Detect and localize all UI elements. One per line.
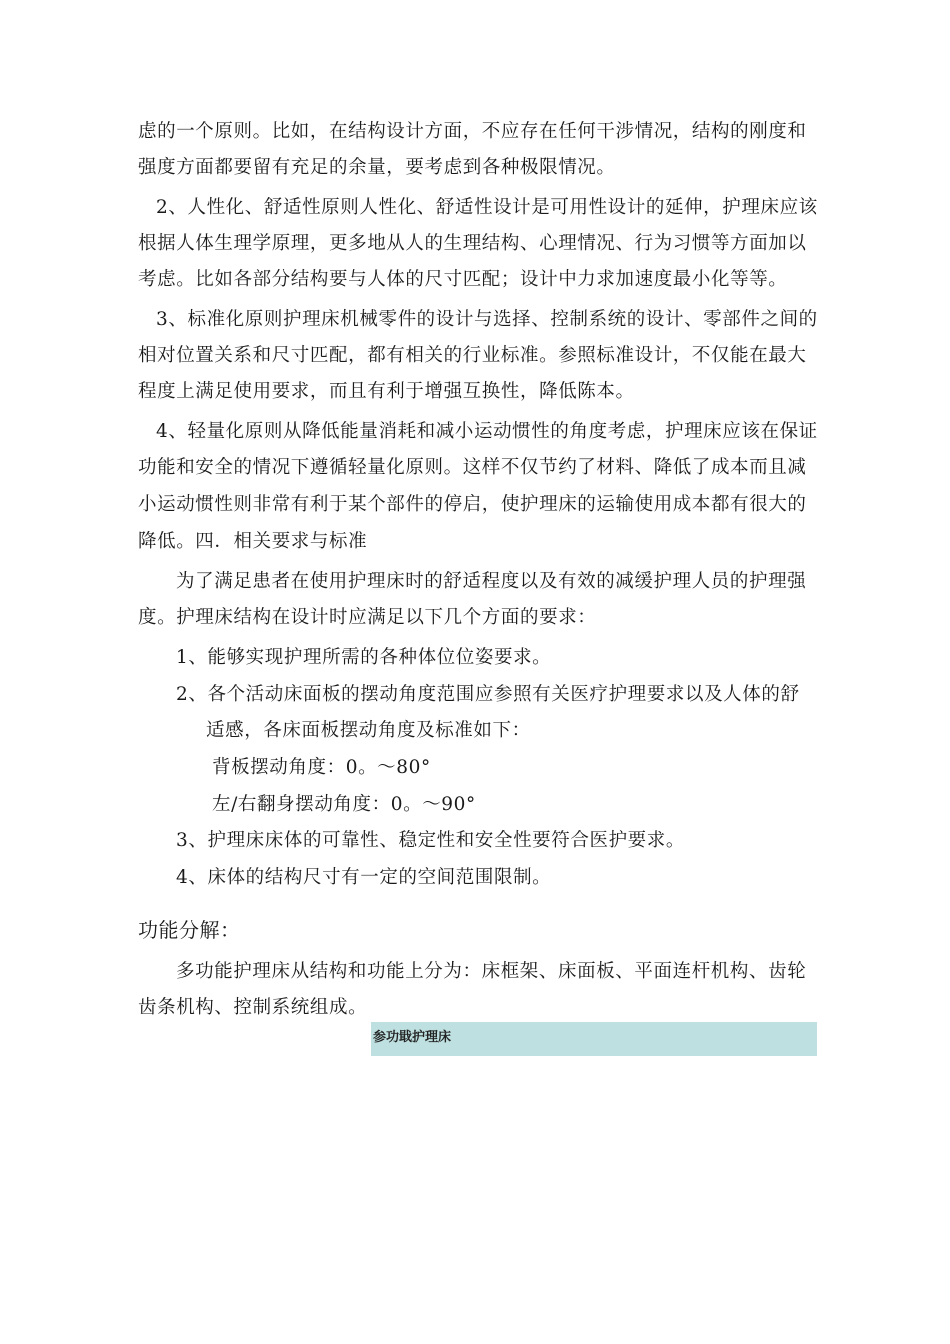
paragraph-line: 强度方面都要留有充足的余量，要考虑到各种极限情况。 [138,157,616,178]
paragraph-line: 功能和安全的情况下遵循轻量化原则。这样不仅节约了材料、降低了成本而且减 [138,457,807,478]
requirement-item: 4、床体的结构尺寸有一定的空间范围限制。 [176,867,552,888]
paragraph-line: 根据人体生理学原理，更多地从人的生理结构、心理情况、行为习惯等方面加以 [138,233,807,254]
paragraph-line: 2、人性化、舒适性原则人性化、舒适性设计是可用性设计的延伸，护理床应该 [156,197,818,218]
requirement-item: 2、各个活动床面板的摆动角度范围应参照有关医疗护理要求以及人体的舒 [176,684,800,705]
table-header-text: 参功戢护理床 [373,1030,452,1045]
requirement-item: 1、能够实现护理所需的各种体位位姿要求。 [176,647,552,668]
section-title: 功能分解： [138,918,241,942]
paragraph-line: 小运动惯性则非常有利于某个部件的停启，使护理床的运输使用成本都有很大的 [138,494,807,515]
paragraph-line: 降低。四．相关要求与标准 [138,531,368,552]
table-header-cell [371,1022,817,1056]
paragraph-line: 虑的一个原则。比如，在结构设计方面，不应存在任何干涉情况，结构的刚度和 [138,121,807,142]
turn-angle: 左/右翻身摆动角度：0。〜90° [212,794,476,815]
paragraph-line: 度。护理床结构在设计时应满足以下几个方面的要求： [138,607,597,628]
paragraph-line: 相对位置关系和尺寸匹配，都有相关的行业标准。参照标准设计，不仅能在最大 [138,345,807,366]
paragraph-line: 为了满足患者在使用护理床时的舒适程度以及有效的减缓护理人员的护理强 [176,571,807,592]
back-board-angle: 背板摆动角度：0。〜80° [212,757,431,778]
paragraph-line: 程度上满足使用要求，而且有利于增强互换性，降低陈本。 [138,381,635,402]
paragraph-line: 3、标准化原则护理床机械零件的设计与选择、控制系统的设计、零部件之间的 [156,309,818,330]
paragraph-line: 4、轻量化原则从降低能量消耗和减小运动惯性的角度考虑，护理床应该在保证 [156,421,818,442]
requirement-item: 3、护理床床体的可靠性、稳定性和安全性要符合医护要求。 [176,830,685,851]
requirement-item-continued: 适感，各床面板摆动角度及标准如下： [206,720,531,741]
paragraph-line: 多功能护理床从结构和功能上分为：床框架、床面板、平面连杆机构、齿轮 [176,961,807,982]
paragraph-line: 考虑。比如各部分结构要与人体的尺寸匹配；设计中力求加速度最小化等等。 [138,269,788,290]
paragraph-line: 齿条机构、控制系统组成。 [138,997,368,1018]
